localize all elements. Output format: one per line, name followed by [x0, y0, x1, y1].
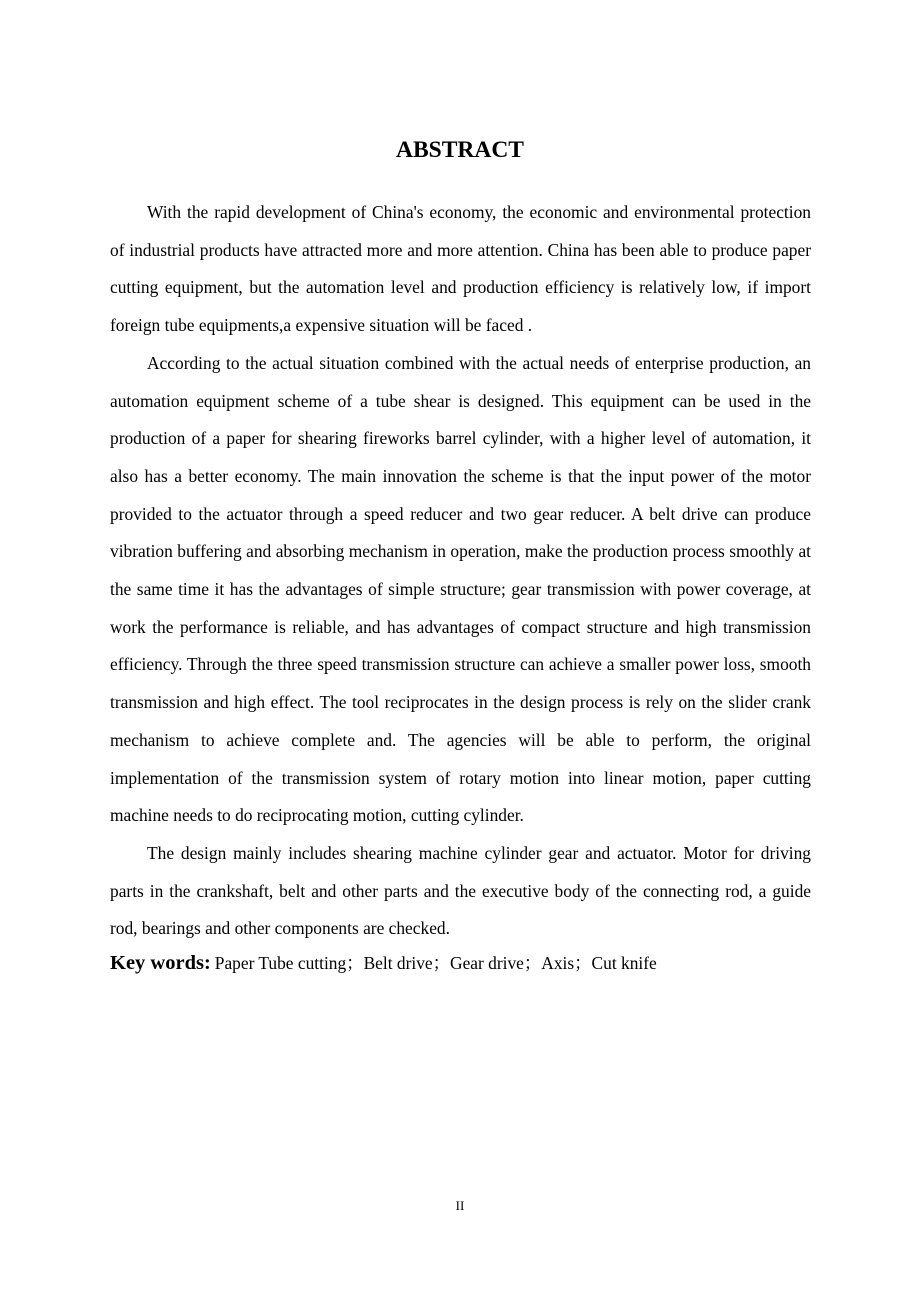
- abstract-paragraph-3: The design mainly includes shearing machine cylinder gear and actuator. Motor for driving parts in the crankshaft, belt and other parts and the executive body of the connecting rod, a guide rod, bearings and other components are checked.: [110, 842, 811, 939]
- abstract-paragraph-1: With the rapid development of China's economy, the economic and environmental protection of industrial products have attracted more and more attention. China has been able to produce paper cutting equipment, but the automation level and production efficiency is relatively low, if import foreign tube equipments,a expensive situation will be faced .: [110, 202, 811, 336]
- keywords-line: [110, 950, 811, 976]
- keywords-label: Key words:: [110, 952, 211, 975]
- page-title: ABSTRACT: [396, 137, 524, 163]
- page-number: II: [455, 1198, 465, 1213]
- abstract-body: [110, 194, 811, 976]
- keywords-text: Paper Tube cutting；Belt drive；Gear drive；Axis；Cut knife: [214, 953, 657, 974]
- abstract-paragraph-2: According to the actual situation combined with the actual needs of enterprise production, an automation equipment scheme of a tube shear is designed. This equipment can be used in the production of a paper for shearing fireworks barrel cylinder, with a higher level of automation, it also has a better economy. The main innovation the scheme is that the input power of the motor provided to the actuator through a speed reducer and two gear reducer. A belt drive can produce vibration buffering and absorbing mechanism in operation, make the production process smoothly at the same time it has the advantages of simple structure; gear transmission with power coverage, at work the performance is reliable, and has advantages of compact structure and high transmission efficiency. Through the three speed transmission structure can achieve a smaller power loss, smooth transmission and high effect. The tool reciprocates in the design process is rely on the slider crank mechanism to achieve complete and. The agencies will be able to perform, the original implementation of the transmission system of rotary motion into linear motion, paper cutting machine needs to do reciprocating motion, cutting cylinder.: [110, 352, 811, 826]
